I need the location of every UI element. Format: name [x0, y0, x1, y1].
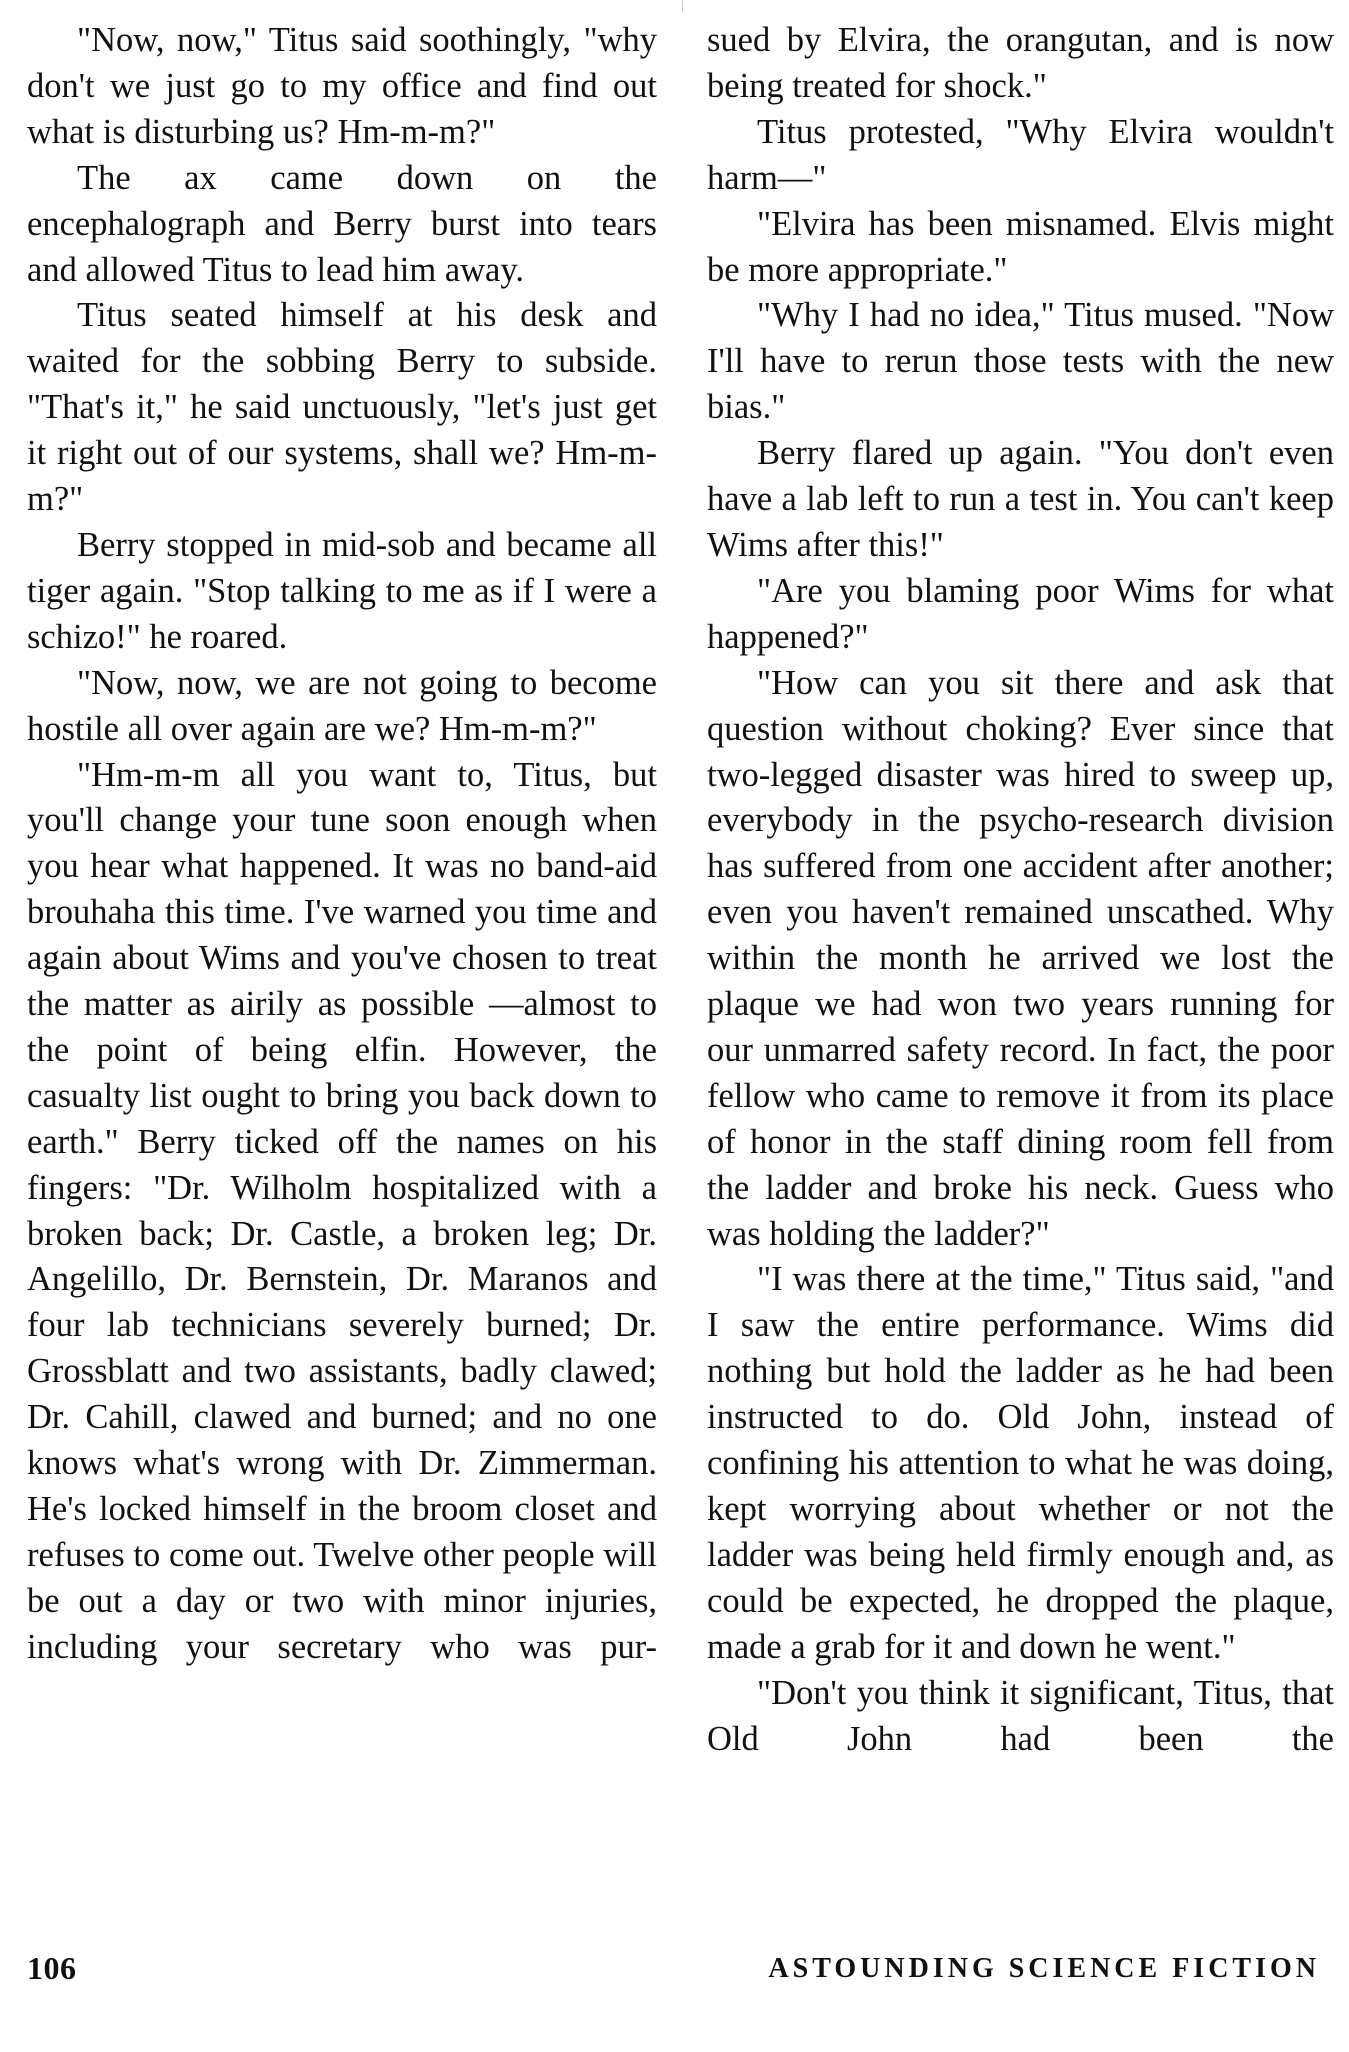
paragraph: "Hm-m-m all you want to, Titus, but you'll change your tune soon enough when you hear what happened. It was no band-aid brouhaha this time. I've warned you time and again about Wims and you've chosen to treat the matter as airily as possible —almost to the point of being elfin. However, the casualty list ought to bring you back down to earth." Berry ticked off the names on his fingers: "Dr. Wilholm hospitalized with a broken back; Dr. Castle, a broken leg; Dr. Angelillo, Dr. Bernstein, Dr. Maranos and four lab technicians severely burned; Dr. Grossblatt and two assistants, badly clawed; Dr. Cahill, clawed and burned; and no one knows what's wrong with Dr. Zimmerman. He's locked himself in the broom closet and refuses to come out. Twelve other people will be out a day or two with minor injuries, including your secretary who was pur- — [27, 755, 657, 1666]
column-divider — [682, 0, 683, 12]
paragraph: The ax came down on the encephalograph and Berry burst into tears and allowed Titus to lead him away. — [27, 158, 657, 289]
paragraph: "How can you sit there and ask that question without choking? Ever since that two-legged disaster was hired to sweep up, everybody in the psycho-research division has suffered from one accident after another; even you haven't remained unscathed. Why within the month he arrived we lost the plaque we had won two years running for our unmarred safety record. In fact, the poor fellow who came to remove it from its place of honor in the staff dining room fell from the ladder and broke his neck. Guess who was holding the ladder?" — [707, 663, 1334, 1253]
paragraph-continuation: sued by Elvira, the orangutan, and is now being treated for shock." — [707, 21, 1334, 105]
paragraph: "Why I had no idea," Titus mused. "Now I'll have to rerun those tests with the new bias." — [707, 296, 1334, 427]
paragraph: "Are you blaming poor Wims for what happened?" — [707, 571, 1334, 656]
running-footer-title: ASTOUNDING SCIENCE FICTION — [768, 1953, 1320, 1984]
paragraph: Berry stopped in mid-sob and became all tiger again. "Stop talking to me as if I were a schizo!" he roared. — [27, 525, 657, 656]
paragraph: Titus protested, "Why Elvira wouldn't harm—" — [707, 112, 1334, 197]
page-number: 106 — [27, 1950, 77, 1986]
left-column — [27, 18, 657, 1671]
paragraph: "Don't you think it significant, Titus, that Old John had been the — [707, 1673, 1334, 1758]
paragraph: "I was there at the time," Titus said, "and I saw the entire performance. Wims did nothing but hold the ladder as he had been instructed to do. Old John, instead of confining his attention to what he was doing, kept worrying about whether or not the ladder was being held firmly enough and, as could be expected, he dropped the plaque, made a grab for it and down he went." — [707, 1260, 1334, 1666]
paragraph: Berry flared up again. "You don't even have a lab left to run a test in. You can't keep Wims after this!" — [707, 434, 1334, 564]
paragraph: "Now, now, we are not going to become hostile all over again are we? Hm-m-m?" — [27, 663, 657, 748]
paragraph: "Elvira has been misnamed. Elvis might be more appropriate." — [707, 204, 1334, 289]
paragraph: Titus seated himself at his desk and waited for the sobbing Berry to subside. "That's it," he said unctuously, "let's just get it right out of our systems, shall we? Hm-m-m?" — [27, 296, 657, 519]
paragraph: "Now, now," Titus said soothingly, "why don't we just go to my office and find out what is disturbing us? Hm-m-m?" — [27, 21, 657, 151]
right-column — [707, 18, 1334, 1762]
